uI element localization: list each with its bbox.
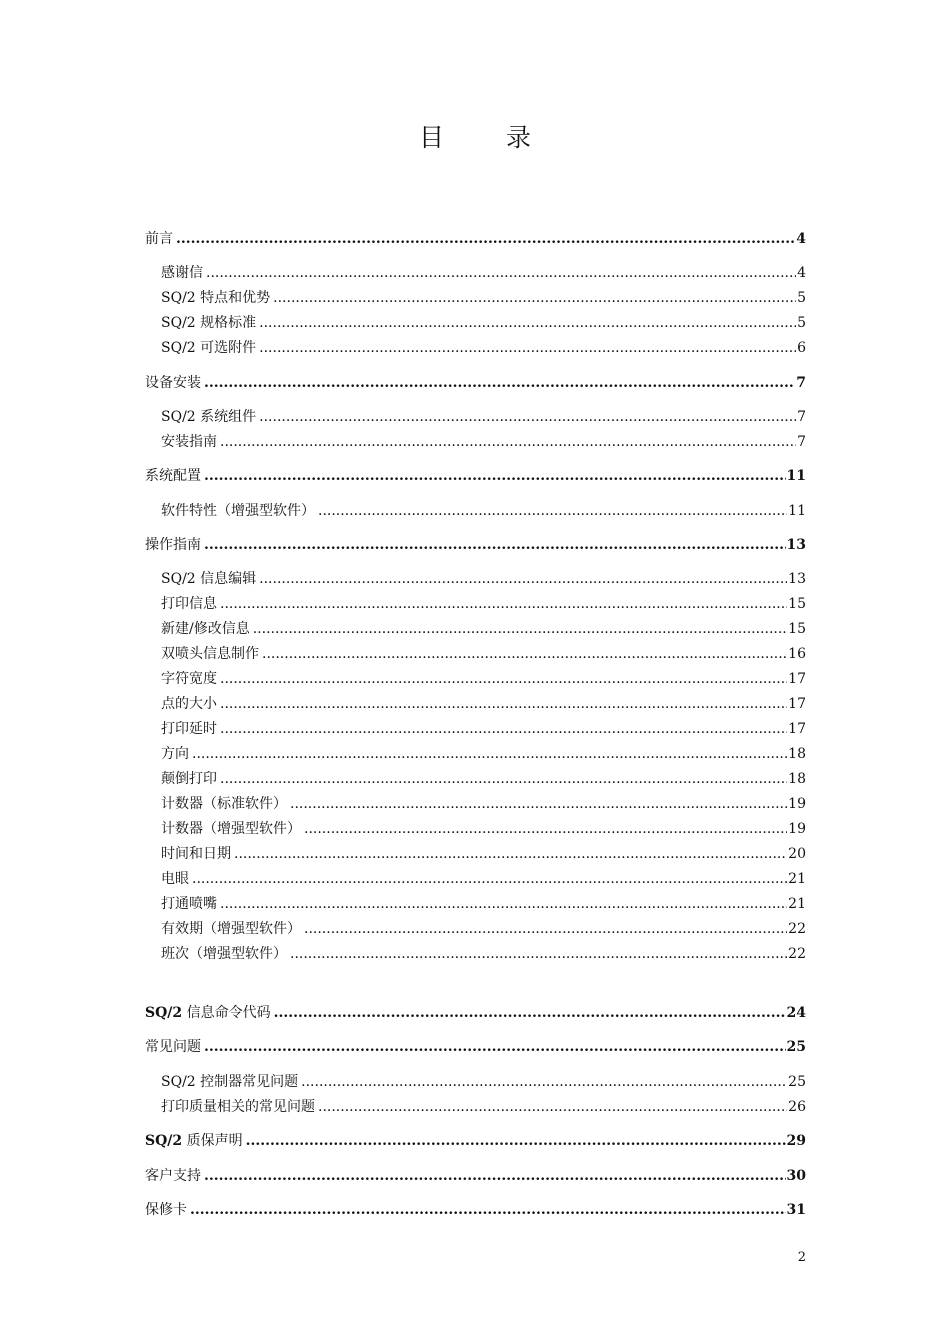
toc-entry-label: 客户支持 xyxy=(145,1168,201,1184)
toc-entry-label: 点的大小 xyxy=(161,696,217,712)
toc-entry-page: 18 xyxy=(788,771,806,787)
toc-leader-dots xyxy=(220,693,787,715)
toc-leader-dots xyxy=(220,893,787,915)
toc-entry-page: 20 xyxy=(788,846,806,862)
toc-entry-label: 计数器（增强型软件） xyxy=(161,821,301,837)
toc-entry-label: 常见问题 xyxy=(145,1039,201,1055)
toc-entry-page: 7 xyxy=(797,434,806,450)
toc-entry-page: 11 xyxy=(786,468,806,484)
toc-leader-dots xyxy=(220,593,787,615)
toc-section-entry[interactable] xyxy=(161,718,806,740)
toc-leader-dots xyxy=(318,1096,787,1118)
toc-section-entry[interactable] xyxy=(161,693,806,715)
toc-chapter-entry[interactable] xyxy=(145,1002,806,1024)
toc-entry-label: SQ/2 信息编辑 xyxy=(161,571,257,587)
toc-section-entry[interactable] xyxy=(161,843,806,865)
toc-leader-dots xyxy=(290,793,787,815)
toc-chapter-entry[interactable] xyxy=(145,1165,806,1187)
toc-entry-page: 29 xyxy=(786,1133,806,1149)
toc-leader-dots xyxy=(253,618,787,640)
toc-entry-page: 16 xyxy=(788,646,806,662)
toc-entry-label: 方向 xyxy=(161,746,189,762)
toc-entry-label: 新建/修改信息 xyxy=(161,621,250,637)
toc-entry-page: 4 xyxy=(796,231,806,247)
toc-leader-dots xyxy=(273,287,796,309)
toc-entry-page: 4 xyxy=(797,265,806,281)
toc-section-entry[interactable] xyxy=(161,643,806,665)
toc-section-entry[interactable] xyxy=(161,593,806,615)
toc-leader-dots xyxy=(259,406,796,428)
toc-chapter-entry[interactable] xyxy=(145,372,806,394)
toc-leader-dots xyxy=(220,668,787,690)
toc-leader-dots xyxy=(176,228,795,250)
toc-entry-page: 19 xyxy=(788,821,806,837)
toc-entry-label: 颠倒打印 xyxy=(161,771,217,787)
toc-entry-page: 21 xyxy=(788,896,806,912)
toc-section-entry[interactable] xyxy=(161,618,806,640)
toc-entry-label: SQ/2 控制器常见问题 xyxy=(161,1074,299,1090)
toc-leader-dots xyxy=(204,1165,786,1187)
toc-leader-dots xyxy=(259,337,796,359)
toc-entry-label: 前言 xyxy=(145,231,173,247)
toc-leader-dots xyxy=(204,534,786,556)
toc-chapter-entry[interactable] xyxy=(145,228,806,250)
toc-section-entry[interactable] xyxy=(161,943,806,965)
toc-chapter-entry[interactable] xyxy=(145,534,806,556)
toc-entry-page: 18 xyxy=(788,746,806,762)
toc-chapter-entry[interactable] xyxy=(145,1130,806,1152)
toc-entry-label: SQ/2 质保声明 xyxy=(145,1133,243,1149)
toc-entry-page: 21 xyxy=(788,871,806,887)
toc-leader-dots xyxy=(220,718,787,740)
toc-entry-label: 电眼 xyxy=(161,871,189,887)
toc-leader-dots xyxy=(204,465,786,487)
toc-entry-label: SQ/2 规格标准 xyxy=(161,315,257,331)
toc-section-entry[interactable] xyxy=(161,312,806,334)
toc-entry-page: 19 xyxy=(788,796,806,812)
toc-section-entry[interactable] xyxy=(161,768,806,790)
toc-section-entry[interactable] xyxy=(161,893,806,915)
toc-entry-label: 感谢信 xyxy=(161,265,203,281)
toc-section-entry[interactable] xyxy=(161,431,806,453)
toc-entry-page: 25 xyxy=(786,1039,806,1055)
toc-chapter-entry[interactable] xyxy=(145,1199,806,1221)
page-title xyxy=(0,118,950,154)
toc-entry-label: 安装指南 xyxy=(161,434,217,450)
toc-section-entry[interactable] xyxy=(161,818,806,840)
toc-leader-dots xyxy=(304,918,787,940)
toc-section-entry[interactable] xyxy=(161,918,806,940)
toc-leader-dots xyxy=(190,1199,786,1221)
toc-section-entry[interactable] xyxy=(161,262,806,284)
toc-entry-label: SQ/2 系统组件 xyxy=(161,409,257,425)
toc-entry-label: SQ/2 信息命令代码 xyxy=(145,1005,271,1021)
toc-leader-dots xyxy=(246,1130,786,1152)
toc-leader-dots xyxy=(204,372,795,394)
toc-entry-page: 22 xyxy=(788,946,806,962)
toc-leader-dots xyxy=(262,643,787,665)
toc-section-entry[interactable] xyxy=(161,743,806,765)
toc-entry-page: 15 xyxy=(788,621,806,637)
toc-leader-dots xyxy=(234,843,787,865)
toc-section-entry[interactable] xyxy=(161,500,806,522)
toc-section-entry[interactable] xyxy=(161,1096,806,1118)
toc-entry-label: 保修卡 xyxy=(145,1202,187,1218)
toc-entry-page: 17 xyxy=(788,721,806,737)
toc-entry-label: 软件特性（增强型软件） xyxy=(161,503,315,519)
page-number: 2 xyxy=(797,1250,806,1265)
toc-section-entry[interactable] xyxy=(161,568,806,590)
toc-entry-page: 17 xyxy=(788,671,806,687)
toc-entry-page: 26 xyxy=(788,1099,806,1115)
toc-leader-dots xyxy=(290,943,787,965)
toc-entry-label: 班次（增强型软件） xyxy=(161,946,287,962)
toc-leader-dots xyxy=(274,1002,786,1024)
toc-section-entry[interactable] xyxy=(161,287,806,309)
toc-entry-label: 时间和日期 xyxy=(161,846,231,862)
toc-chapter-entry[interactable] xyxy=(145,465,806,487)
title-char-right: 录 xyxy=(506,123,532,152)
toc-section-entry[interactable] xyxy=(161,337,806,359)
toc-entry-label: 字符宽度 xyxy=(161,671,217,687)
toc-entry-page: 30 xyxy=(786,1168,806,1184)
toc-entry-label: 有效期（增强型软件） xyxy=(161,921,301,937)
toc-entry-page: 7 xyxy=(796,375,806,391)
toc-leader-dots xyxy=(206,262,796,284)
toc-leader-dots xyxy=(204,1036,786,1058)
toc-entry-label: 打印延时 xyxy=(161,721,217,737)
toc-entry-label: 操作指南 xyxy=(145,537,201,553)
toc-leader-dots xyxy=(301,1071,787,1093)
toc-section-entry[interactable] xyxy=(161,1071,806,1093)
toc-leader-dots xyxy=(192,868,787,890)
toc-entry-label: 打印质量相关的常见问题 xyxy=(161,1099,315,1115)
toc-leader-dots xyxy=(259,312,796,334)
toc-entry-page: 7 xyxy=(797,409,806,425)
toc-entry-page: 5 xyxy=(797,315,806,331)
toc-entry-label: SQ/2 特点和优势 xyxy=(161,290,271,306)
toc-entry-label: 打印信息 xyxy=(161,596,217,612)
toc-entry-label: 打通喷嘴 xyxy=(161,896,217,912)
toc-leader-dots xyxy=(192,743,787,765)
toc-entry-label: 双喷头信息制作 xyxy=(161,646,259,662)
toc-entry-page: 24 xyxy=(786,1005,806,1021)
title-char-left: 目 xyxy=(418,123,444,152)
toc-entry-page: 13 xyxy=(788,571,806,587)
toc-entry-label: 计数器（标准软件） xyxy=(161,796,287,812)
toc-entry-label: SQ/2 可选附件 xyxy=(161,340,257,356)
toc-leader-dots xyxy=(259,568,787,590)
toc-section-entry[interactable] xyxy=(161,668,806,690)
toc-entry-page: 25 xyxy=(788,1074,806,1090)
toc-leader-dots xyxy=(220,431,796,453)
toc-section-entry[interactable] xyxy=(161,868,806,890)
toc-leader-dots xyxy=(304,818,787,840)
toc-entry-page: 5 xyxy=(797,290,806,306)
toc-entry-page: 17 xyxy=(788,696,806,712)
toc-entry-page: 31 xyxy=(786,1202,806,1218)
toc-entry-page: 15 xyxy=(788,596,806,612)
toc-section-entry[interactable] xyxy=(161,793,806,815)
toc-entry-page: 11 xyxy=(788,503,806,519)
toc-entry-label: 设备安装 xyxy=(145,375,201,391)
toc-entry-page: 22 xyxy=(788,921,806,937)
toc-leader-dots xyxy=(220,768,787,790)
toc-entry-label: 系统配置 xyxy=(145,468,201,484)
toc-leader-dots xyxy=(318,500,787,522)
toc-section-entry[interactable] xyxy=(161,406,806,428)
toc-entry-page: 13 xyxy=(786,537,806,553)
toc-chapter-entry[interactable] xyxy=(145,1036,806,1058)
toc-entry-page: 6 xyxy=(797,340,806,356)
